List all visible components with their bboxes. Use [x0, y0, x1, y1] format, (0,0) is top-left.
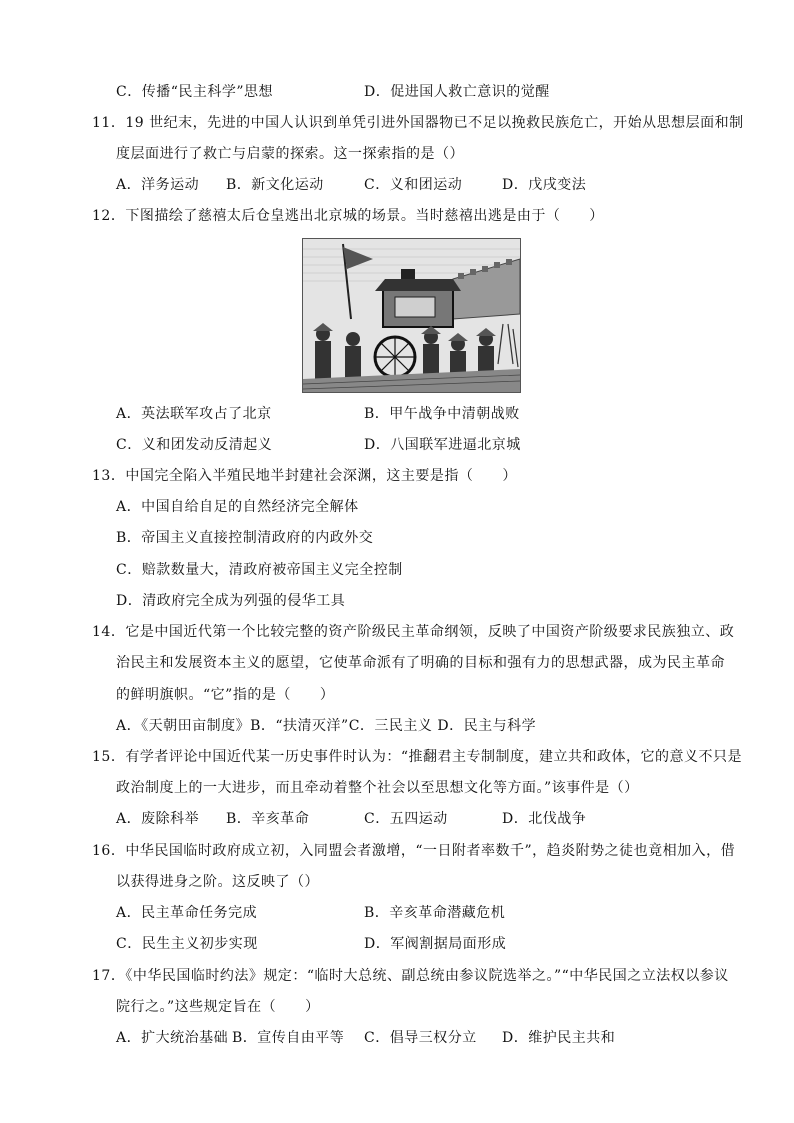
- q17-option-a: A．扩大统治基础: [116, 1030, 229, 1046]
- q11-option-d: D．戊戌变法: [502, 177, 587, 193]
- q15-option-c: C．五四运动: [364, 811, 448, 827]
- q15-option-d: D．北伐战争: [502, 811, 587, 827]
- q11-option-c: C．义和团运动: [364, 177, 463, 193]
- q16-option-a: A．民主革命任务完成: [116, 905, 258, 921]
- q13-stem: 13．中国完全陷入半殖民地半封建社会深渊，这主要是指（ ）: [92, 468, 517, 484]
- q16-stem-line2: 以获得进身之阶。这反映了（）: [116, 874, 319, 890]
- q16-option-c: C．民生主义初步实现: [116, 936, 258, 952]
- q11-stem-line2: 度层面进行了救亡与启蒙的探索。这一探索指的是（）: [116, 146, 464, 162]
- q17-stem-line1: 17．《中华民国临时约法》规定：“临时大总统、副总统由参议院选举之。”“中华民国之立法权以参议: [92, 968, 729, 984]
- q15-option-a: A．废除科举: [116, 811, 200, 827]
- q13-option-b: B．帝国主义直接控制清政府的内政外交: [116, 530, 374, 546]
- q12-option-b: B．甲午战争中清朝战败: [364, 406, 520, 422]
- q14-stem-line1: 14．它是中国近代第一个比较完整的资产阶级民主革命纲领，反映了中国资产阶级要求民族独立、政: [92, 624, 735, 640]
- q16-stem-line1: 16．中华民国临时政府成立初，入同盟会者激增，“一日附者率数千”，趋炎附势之徒也竟相加入，借: [92, 843, 736, 859]
- q10-option-c: C．传播“民主科学”思想: [116, 84, 274, 100]
- q11-option-a: A．洋务运动: [116, 177, 200, 193]
- q15-option-b: B．辛亥革命: [226, 811, 310, 827]
- q13-option-a: A．中国自给自足的自然经济完全解体: [116, 499, 359, 515]
- q12-option-c: C．义和团发动反清起义: [116, 437, 273, 453]
- q10-option-d: D．促进国人救亡意识的觉醒: [364, 84, 550, 100]
- q13-option-c: C．赔款数量大，清政府被帝国主义完全控制: [116, 562, 403, 578]
- q15-stem-line2: 政治制度上的一大进步，而且牵动着整个社会以至思想文化等方面。”该事件是（）: [116, 780, 639, 796]
- q12-option-d: D．八国联军进逼北京城: [364, 437, 521, 453]
- q14-options: A．《天朝田亩制度》B．“扶清灭洋”C．三民主义 D．民主与科学: [116, 718, 537, 734]
- q14-stem-line3: 的鲜明旗帜。“它”指的是（ ）: [116, 687, 335, 703]
- q13-option-d: D．清政府完全成为列强的侵华工具: [116, 593, 346, 609]
- q17-option-d: D．维护民主共和: [502, 1030, 616, 1046]
- q17-option-c: C．倡导三权分立: [364, 1030, 477, 1046]
- q15-stem-line1: 15．有学者评论中国近代某一历史事件时认为：“推翻君主专制制度，建立共和政体，它的意义不只是: [92, 749, 742, 765]
- q16-option-b: B．辛亥革命潜藏危机: [364, 905, 506, 921]
- q12-option-a: A．英法联军攻占了北京: [116, 406, 272, 422]
- cixi-flight-illustration: [302, 238, 521, 393]
- q17-stem-line2: 院行之。”这些规定旨在（ ）: [116, 999, 320, 1015]
- q16-option-d: D．军阀割据局面形成: [364, 936, 507, 952]
- q12-stem: 12．下图描绘了慈禧太后仓皇逃出北京城的场景。当时慈禧出逃是由于（ ）: [92, 208, 604, 224]
- q17-option-b: B．宣传自由平等: [232, 1030, 345, 1046]
- q14-stem-line2: 治民主和发展资本主义的愿望，它使革命派有了明确的目标和强有力的思想武器，成为民主革命: [116, 655, 725, 671]
- q11-option-b: B．新文化运动: [226, 177, 324, 193]
- q11-stem-line1: 11．19 世纪末，先进的中国人认识到单凭引进外国器物已不足以挽救民族危亡，开始从思想层面和制: [92, 115, 744, 131]
